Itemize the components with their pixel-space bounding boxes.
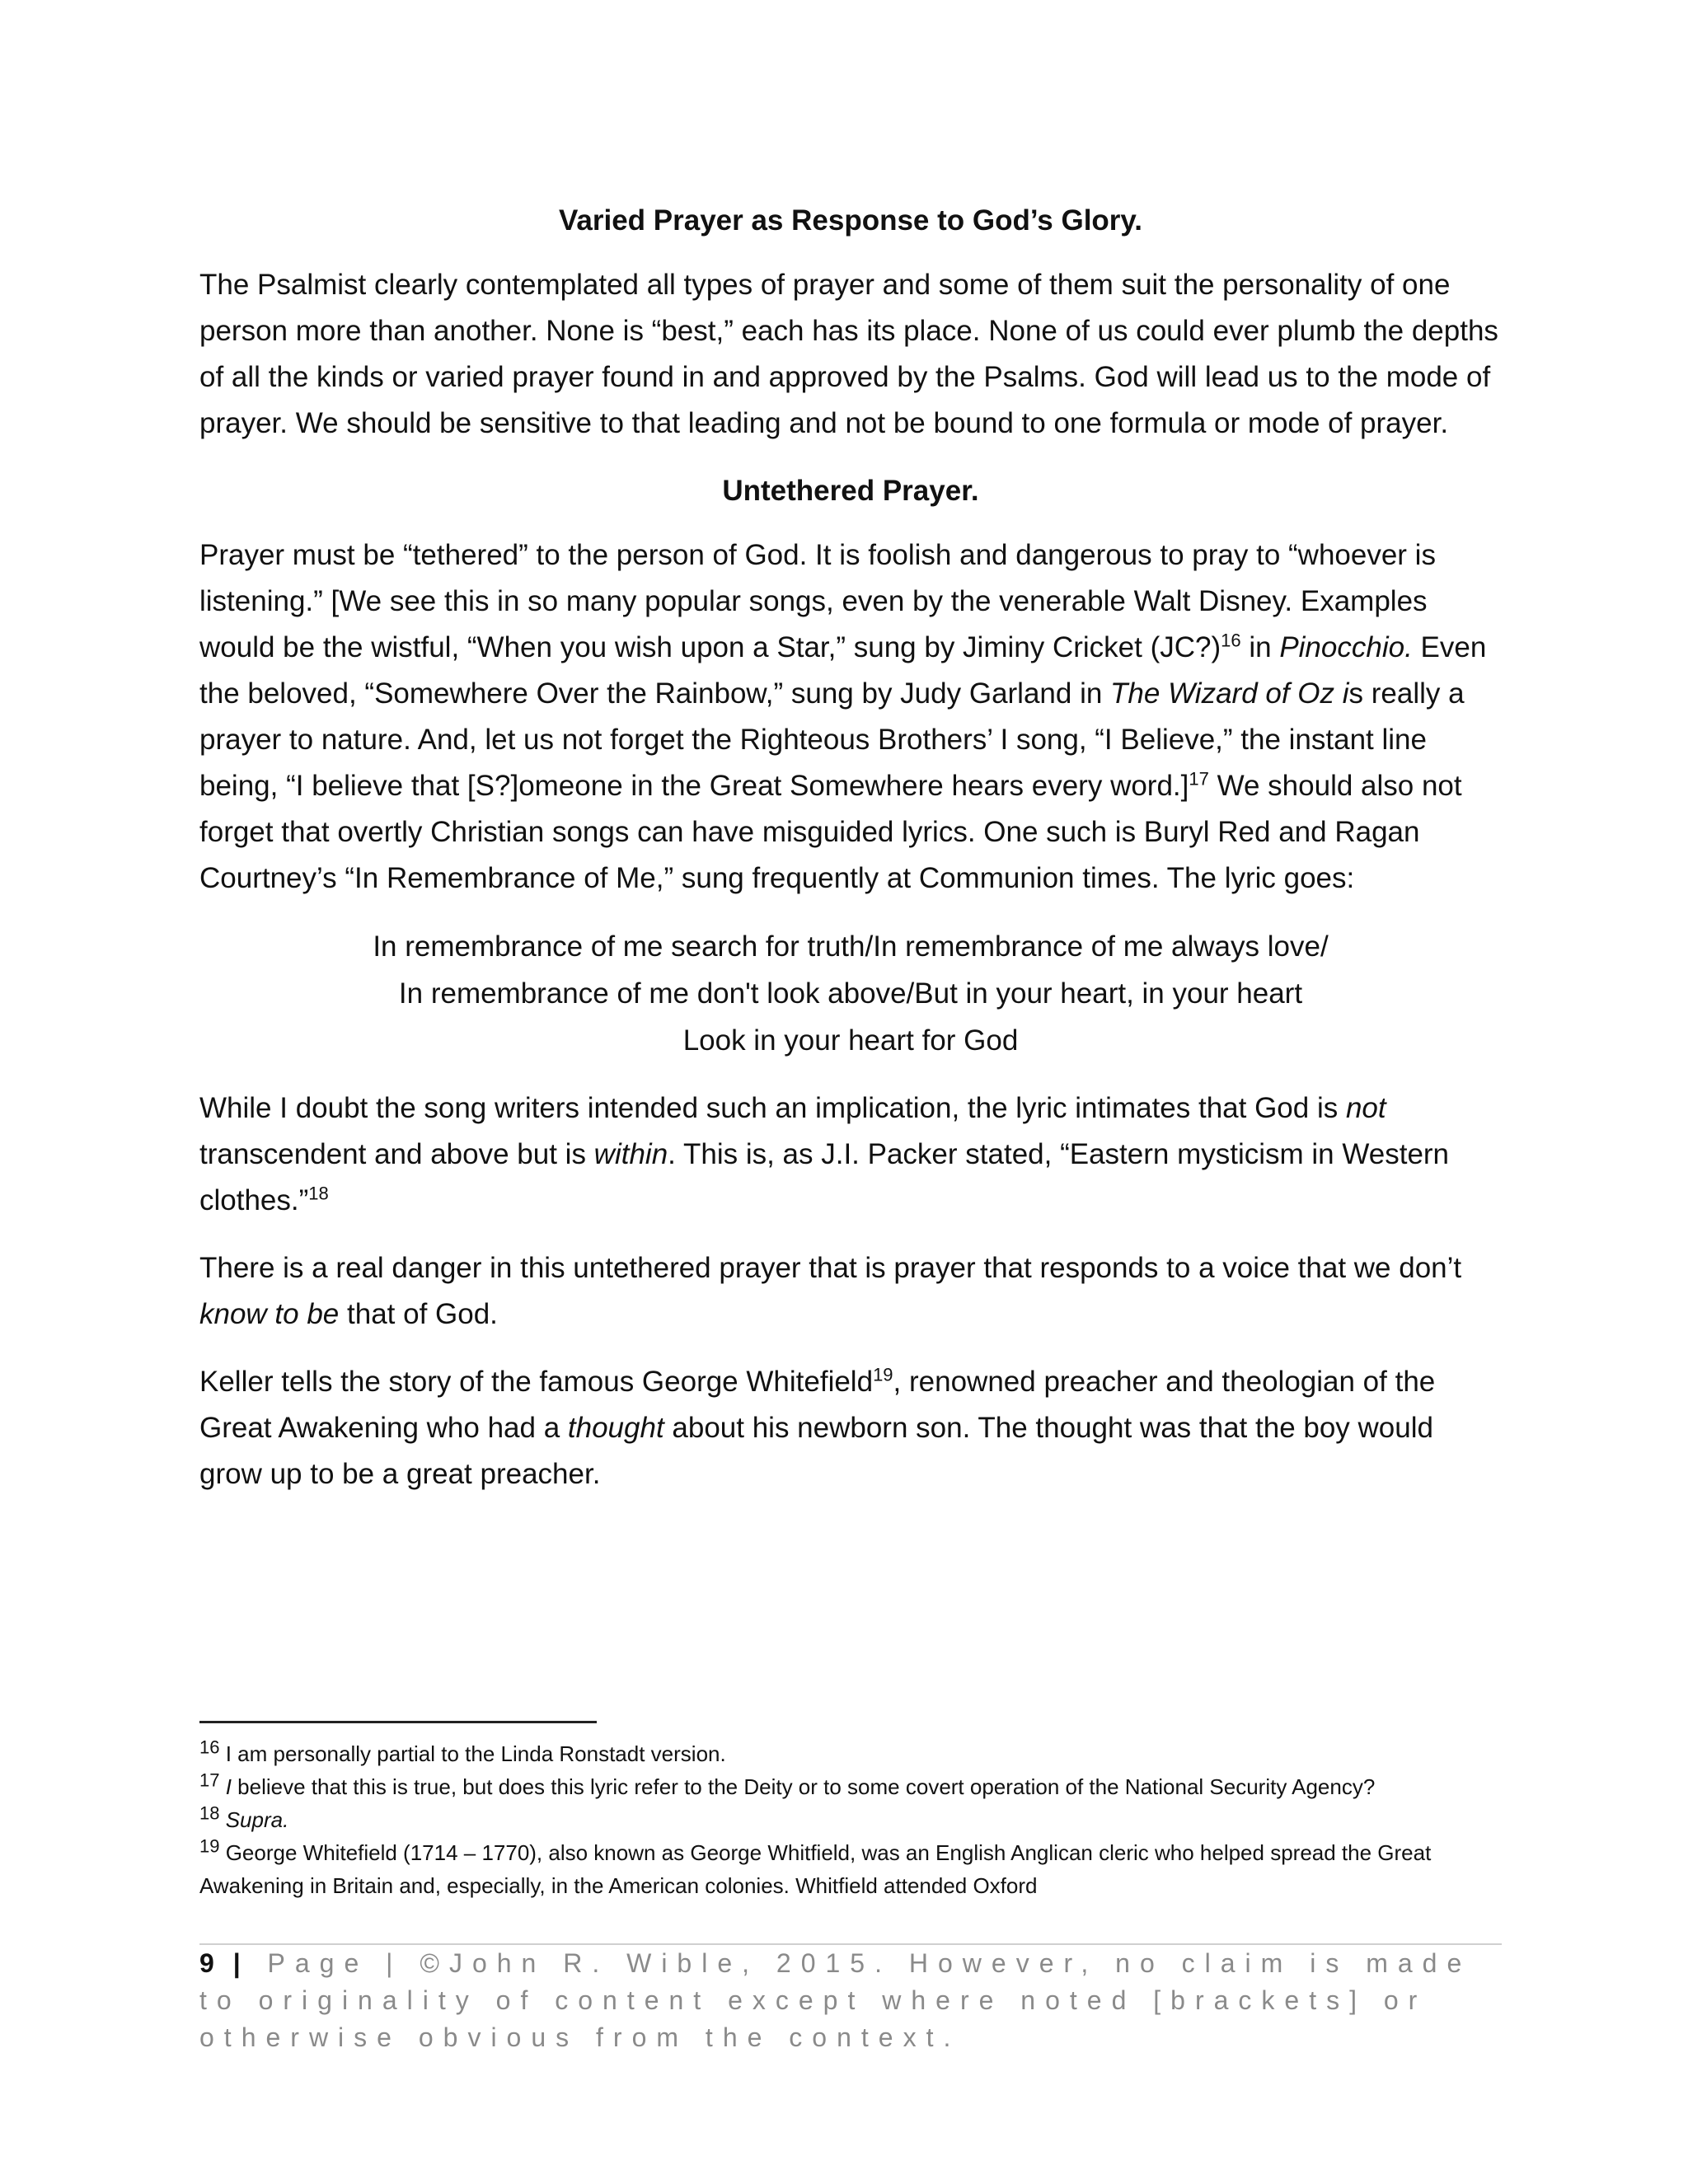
paragraph-varied-prayer: The Psalmist clearly contemplated all types of prayer and some of them suit the personality of one person more than another. None is “best,” each has its place. None of us could ever plumb the depths of all the kinds or varied prayer found in and approved by the Psalms. God will lead us to the mode of prayer. We should be sensitive to that leading and not be bound to one formula or mode of prayer. bbox=[199, 269, 1498, 439]
paragraph-lyric-analysis: While I doubt the song writers intended such an implication, the lyric intimates that God is not transcendent and above but is within. This is, as J.I. Packer stated, “Eastern mysticism in Western clothes.”$^{18}$ bbox=[199, 1092, 1450, 1216]
footnote-19: $^{19}$ George Whitefield (1714 – 1770), also known as George Whitfield, was an English Anglican cleric who helped spread the Great Awakening in Britain and, especially, in the American colonies. Whitfield attended Oxford bbox=[199, 1835, 1432, 1898]
footnote-17: $^{17}$ I believe that this is true, but does this lyric refer to the Deity or to some covert operation of the National Security Agency? bbox=[199, 1769, 1376, 1799]
footnote-ref-19[interactable]: 19 bbox=[873, 1364, 893, 1385]
paragraph-untethered-intro: Prayer must be “tethered” to the person of God. It is foolish and dangerous to pray to “whoever is listening.” [We see this in so many popular songs, even by the venerable Walt Disney. Examples would be the wistful, “When you wish upon a Star,” sung by Jiminy Cricket (JC?)$^{16}$ in Pinocchio. Even the beloved, “Somewhere Over the Rainbow,” sung by Judy Garland in The Wizard of Oz is really a prayer to nature. And, let us not forget the Righteous Brothers’ I song, “I Believe,” the instant line being, “I believe that [S?]omeone in the Great Somewhere hears every word.]$^{17}$ We should also not forget that overtly Christian songs can have misguided lyrics. One such is Buryl Red and Ragan Courtney’s “In Remembrance of Me,” sung frequently at Communion times. The lyric goes: bbox=[199, 539, 1487, 894]
main-content bbox=[199, 198, 1502, 1519]
lyric-line: In remembrance of me don't look above/But in your heart, in your heart bbox=[398, 977, 1303, 1010]
paragraph-danger: There is a real danger in this untethered prayer that is prayer that responds to a voice that we don’t know to be that of God. bbox=[199, 1252, 1462, 1330]
footnote-18: $^{18}$ Supra. bbox=[199, 1802, 289, 1832]
footnote-ref-18[interactable]: 18 bbox=[308, 1183, 329, 1204]
lyric-quote bbox=[199, 923, 1502, 1064]
section-heading-untethered-prayer: Untethered Prayer. bbox=[722, 475, 979, 507]
footnote-16: $^{16}$ I am personally partial to the Linda Ronstadt version. bbox=[199, 1736, 726, 1766]
lyric-line: Look in your heart for God bbox=[682, 1024, 1019, 1057]
footnote-ref-16[interactable]: 16 bbox=[1221, 630, 1241, 651]
page-number: 9 bbox=[199, 1948, 216, 1978]
footnote-separator bbox=[199, 1721, 597, 1723]
footnote-ref-17[interactable]: 17 bbox=[1189, 768, 1209, 790]
footnotes bbox=[199, 1737, 1502, 1902]
title-pinocchio: Pinocchio. bbox=[1279, 631, 1413, 663]
paragraph-whitefield: Keller tells the story of the famous George Whitefield$^{19}$, renowned preacher and theologian of the Great Awakening who had a thought about his newborn son. The thought was that the boy would grow up to be a great preacher. bbox=[199, 1364, 1436, 1490]
lyric-line: In remembrance of me search for truth/In remembrance of me always love/ bbox=[373, 930, 1329, 963]
page-footer: 9 | Page | ©John R. Wible, 2015. However, no claim is made to originality of content except where noted [brackets] or otherwise obvious from the context. bbox=[199, 1948, 1472, 2052]
section-heading-varied-prayer: Varied Prayer as Response to God’s Glory. bbox=[558, 204, 1143, 237]
title-wizard-of-oz: The Wizard of Oz i bbox=[1110, 677, 1349, 710]
footer-text: Page | ©John R. Wible, 2015. However, no claim is made to originality of content except where noted [brackets] or otherwise obvious from the context. bbox=[199, 1948, 1472, 2052]
